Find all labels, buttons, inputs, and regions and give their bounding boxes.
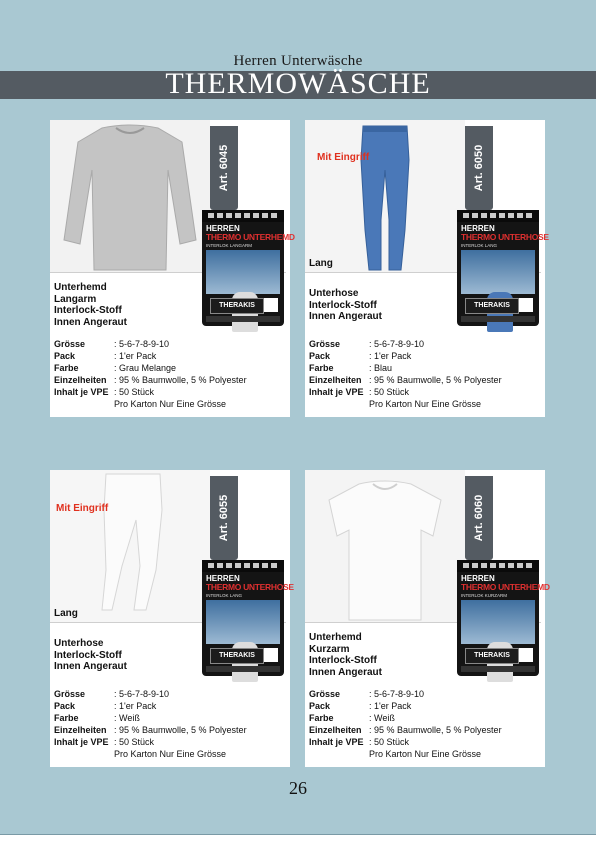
article-number: Art. 6055 <box>218 494 230 542</box>
package-sub: INTERLOK KURZARM <box>461 593 508 598</box>
package-brand: HERREN <box>461 574 495 583</box>
package-name: THERMO UNTERHEMD <box>461 582 550 592</box>
package-logo: THERAKIS <box>465 648 519 664</box>
article-number-tab <box>210 476 238 560</box>
product-card-6060: Art. 6060 HERREN THERMO UNTERHEMD INTERLOK KURZARM THERAKIS Unterhemd Kurzarm Interlock-Stoff Innen Angeraut Grösse : 5-6-7-8-9-10 Pack : 1'er Pack Farbe : Weiß Einzelheiten : 95 % Baumwolle, 5 % Polyester Inhalt je VPE : 50 Stück Pro Karton Nur Eine Grösse <box>305 470 545 767</box>
package-image <box>457 560 550 676</box>
package-name: THERMO UNTERHEMD <box>206 232 295 242</box>
package-name: THERMO UNTERHOSE <box>461 232 549 242</box>
article-number: Art. 6050 <box>473 144 485 192</box>
page-title: THERMOWÄSCHE <box>165 67 431 100</box>
fly-opening-label: Mit Eingriff <box>317 152 370 163</box>
article-number-tab <box>210 126 238 210</box>
package-sub: INTERLOK LANGARM <box>206 243 253 248</box>
article-number: Art. 6045 <box>218 144 230 192</box>
page-subtitle: Herren Unterwäsche <box>233 53 363 69</box>
product-card-6045: Art. 6045 HERREN THERMO UNTERHEMD INTERLOK LANGARM THERAKIS Unterhemd Langarm Interlock-Stoff Innen Angeraut Grösse : 5-6-7-8-9-10 Pack : 1'er Pack Farbe : Grau Melange Einzelheiten : 95 % Baumwolle, 5 % Polyester Inhalt je VPE : 50 Stück Pro Karton Nur Eine Grösse <box>50 120 290 417</box>
long-johns-blue-image <box>305 120 465 272</box>
product-card-6055: Mit Eingriff Lang Art. 6055 HERREN THERMO UNTERHOSE INTERLOK LANG THERAKIS Unterhose Interlock-Stoff Innen Angeraut Grösse : 5-6-7-8-9-10 Pack : 1'er Pack Farbe : Weiß Einzelheiten : 95 % Baumwolle, 5 % Polyester Inhalt je VPE : 50 Stück Pro Karton Nur Eine Grösse <box>50 470 290 767</box>
shortsleeve-shirt-image <box>305 470 465 622</box>
product-title: Unterhemd Langarm Interlock-Stoff Innen Angeraut <box>54 282 127 328</box>
length-label: Lang <box>309 258 333 269</box>
barcode-icon <box>519 648 533 662</box>
long-johns-white-image <box>50 470 210 622</box>
longsleeve-shirt-image <box>50 120 210 272</box>
length-label: Lang <box>54 608 78 619</box>
product-photo <box>305 120 465 272</box>
package-image <box>202 560 294 676</box>
product-card-6050: Mit Eingriff Lang Art. 6050 HERREN THERMO UNTERHOSE INTERLOK LANG THERAKIS Unterhose Interlock-Stoff Innen Angeraut Grösse : 5-6-7-8-9-10 Pack : 1'er Pack Farbe : Blau Einzelheiten : 95 % Baumwolle, 5 % Polyester Inhalt je VPE : 50 Stück Pro Karton Nur Eine Grösse <box>305 120 545 417</box>
package-image <box>457 210 549 326</box>
barcode-icon <box>519 298 533 312</box>
article-number-tab <box>465 126 493 210</box>
package-logo: THERAKIS <box>210 648 264 664</box>
bottom-divider <box>0 834 596 835</box>
package-brand: HERREN <box>206 224 240 233</box>
package-brand: HERREN <box>461 224 495 233</box>
product-photo <box>50 120 210 272</box>
product-title: Unterhose Interlock-Stoff Innen Angeraut <box>54 638 127 673</box>
article-number: Art. 6060 <box>473 494 485 542</box>
article-number-tab <box>465 476 493 560</box>
package-image <box>202 210 295 326</box>
product-photo <box>50 470 210 622</box>
product-title: Unterhemd Kurzarm Interlock-Stoff Innen Angeraut <box>309 632 382 678</box>
package-name: THERMO UNTERHOSE <box>206 582 294 592</box>
package-logo: THERAKIS <box>465 298 519 314</box>
product-photo <box>305 470 465 622</box>
package-brand: HERREN <box>206 574 240 583</box>
barcode-icon <box>264 648 278 662</box>
package-logo: THERAKIS <box>210 298 264 314</box>
page-number: 26 <box>289 778 307 798</box>
barcode-icon <box>264 298 278 312</box>
fly-opening-label: Mit Eingriff <box>56 503 109 514</box>
product-title: Unterhose Interlock-Stoff Innen Angeraut <box>309 288 382 323</box>
package-sub: INTERLOK LANG <box>461 243 498 248</box>
package-sub: INTERLOK LANG <box>206 593 243 598</box>
